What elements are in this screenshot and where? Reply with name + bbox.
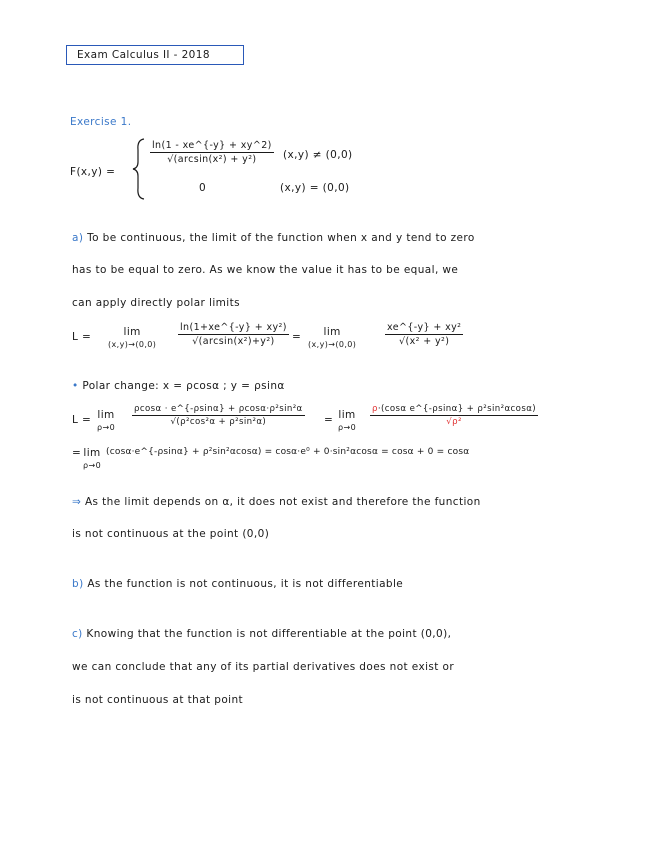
polar-fraction-2-num-red: ρ xyxy=(372,404,378,414)
definition-lhs: F(x,y) = xyxy=(70,166,116,178)
exercise-heading: Exercise 1. xyxy=(70,116,132,128)
piecewise-brace xyxy=(132,138,146,200)
limit-lim-1: lim xyxy=(123,326,141,338)
part-b-text: As the function is not continuous, it is not differentiable xyxy=(87,578,404,590)
limit-fraction-2-num: xe^{-y} + xy² xyxy=(387,322,462,333)
limit-fraction-1-den: √(arcsin(x²)+y²) xyxy=(192,336,275,347)
polar-change-text: Polar change: x = ρcosα ; y = ρsinα xyxy=(82,380,285,392)
polar-operator-1 xyxy=(97,409,115,433)
polar-fraction-2-den: √ρ² xyxy=(446,417,462,427)
limit-sub-1: (x,y)→(0,0) xyxy=(108,340,157,349)
part-a-line-3: can apply directly polar limits xyxy=(72,297,240,309)
polar-lim-2: lim xyxy=(338,409,356,421)
definition-condition-2: (x,y) = (0,0) xyxy=(280,182,350,194)
definition-fraction xyxy=(150,140,274,165)
polar-fraction-1 xyxy=(132,404,305,427)
part-c-label: c) xyxy=(72,628,83,640)
limit-fraction-1-num: ln(1+xe^{-y} + xy²) xyxy=(180,322,287,333)
limit-equals: = xyxy=(292,331,302,343)
part-c-line-1 xyxy=(72,628,451,640)
result-sub: ρ→0 xyxy=(83,461,102,470)
definition-condition-1: (x,y) ≠ (0,0) xyxy=(283,149,353,161)
conclusion-text-1: As the limit depends on α, it does not exist and therefore the function xyxy=(84,496,481,508)
polar-fraction-1-num: ρcosα · e^{-ρsinα} + ρcosα·ρ²sin²α xyxy=(134,404,303,414)
polar-change-line xyxy=(72,380,285,392)
result-lim: lim xyxy=(83,447,101,459)
polar-operator-2 xyxy=(338,409,356,433)
limit-operator-2 xyxy=(308,326,356,350)
polar-sub-2: ρ→0 xyxy=(338,423,357,432)
limit-lim-2: lim xyxy=(323,326,341,338)
part-c-line-3: is not continuous at that point xyxy=(72,694,244,706)
polar-fraction-1-den: √(ρ²cos²α + ρ²sin²α) xyxy=(170,417,267,427)
polar-bullet: • xyxy=(72,380,79,392)
polar-fraction-2-den-wrap xyxy=(370,416,538,427)
result-prefix: = xyxy=(72,447,82,459)
part-a-line-1 xyxy=(72,232,475,244)
polar-fraction-2 xyxy=(370,404,538,427)
part-b-label: b) xyxy=(72,578,84,590)
page-title: Exam Calculus II - 2018 xyxy=(77,49,210,61)
polar-fraction-2-num: ·(cosα e^{-ρsinα} + ρ²sin²αcosα) xyxy=(377,404,537,414)
part-a-label: a) xyxy=(72,232,84,244)
title-box xyxy=(66,45,244,65)
part-a-text-1: To be continuous, the limit of the function when x and y tend to zero xyxy=(87,232,475,244)
conclusion-arrow: ⇒ xyxy=(72,496,82,508)
limit-fraction-1 xyxy=(178,322,289,347)
part-c-text-1: Knowing that the function is not differentiable at the point (0,0), xyxy=(86,628,452,640)
part-c-line-2: we can conclude that any of its partial derivatives does not exist or xyxy=(72,661,455,673)
limit-fraction-2-den: √(x² + y²) xyxy=(399,336,450,347)
conclusion-line-2: is not continuous at the point (0,0) xyxy=(72,528,270,540)
limit-operator-1 xyxy=(108,326,156,350)
definition-value-2: 0 xyxy=(199,182,207,194)
part-a-line-2: has to be equal to zero. As we know the value it has to be equal, we xyxy=(72,264,459,276)
definition-numerator: ln(1 - xe^{-y} + xy^2) xyxy=(152,140,272,151)
limit-fraction-2 xyxy=(385,322,463,347)
part-b-line xyxy=(72,578,403,590)
definition-denominator: √(arcsin(x²) + y²) xyxy=(167,154,257,165)
polar-lim-1: lim xyxy=(97,409,115,421)
polar-sub-1: ρ→0 xyxy=(97,423,116,432)
conclusion-line-1 xyxy=(72,496,481,508)
result-text: (cosα·e^{-ρsinα} + ρ²sin²αcosα) = cosα·e⁰ + 0·sin²αcosα = cosα + 0 = cosα xyxy=(106,447,470,457)
result-operator xyxy=(83,447,101,471)
limit-sub-2: (x,y)→(0,0) xyxy=(308,340,357,349)
polar-equals: = xyxy=(324,414,334,426)
polar-fraction-2-num-wrap xyxy=(370,404,538,416)
polar-L: L = xyxy=(72,414,92,426)
limit-L: L = xyxy=(72,331,92,343)
